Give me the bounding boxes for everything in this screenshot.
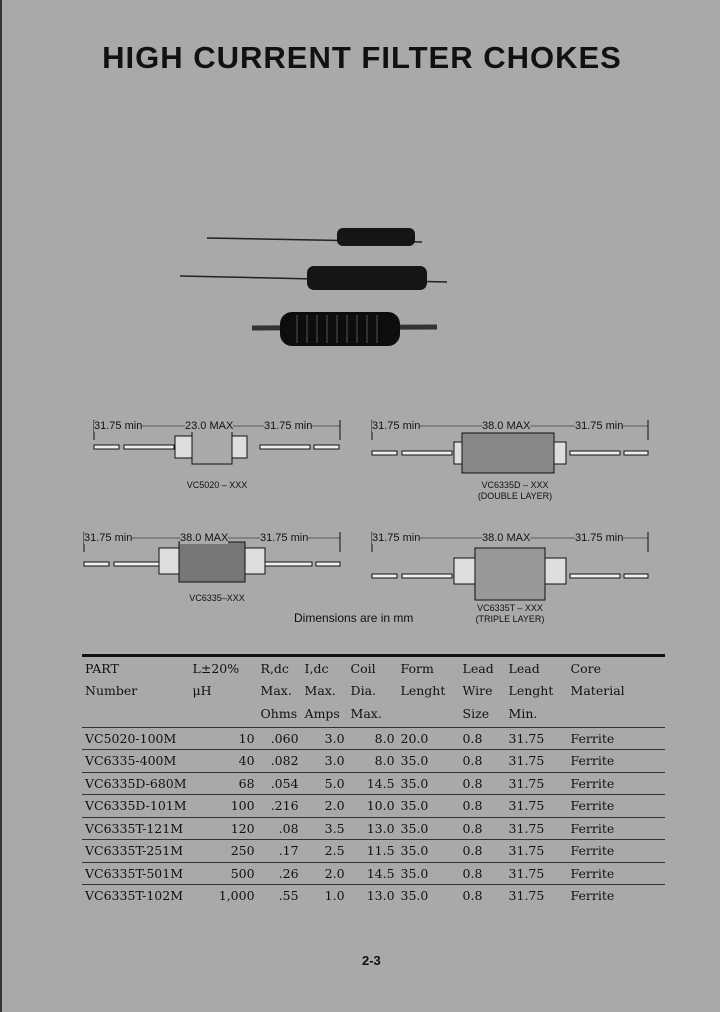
left-dimension: 31.75 min bbox=[84, 532, 133, 544]
dimensions-note: Dimensions are in mm bbox=[294, 611, 414, 625]
table-cell: 100 bbox=[190, 795, 258, 818]
product-photo bbox=[172, 220, 452, 350]
header-row bbox=[82, 656, 665, 680]
table-cell: 0.8 bbox=[460, 862, 506, 885]
table-cell: 35.0 bbox=[398, 840, 460, 863]
table-row bbox=[82, 750, 665, 773]
column-header: Lenght bbox=[400, 683, 446, 699]
table-cell: 0.8 bbox=[460, 817, 506, 840]
table-cell: 500 bbox=[190, 862, 258, 885]
table-cell: VC6335D-101M bbox=[82, 795, 190, 818]
table-row bbox=[82, 727, 665, 750]
table-cell: 35.0 bbox=[398, 795, 460, 818]
table-cell: .08 bbox=[258, 817, 302, 840]
column-header: L±20% bbox=[192, 660, 240, 676]
header-row bbox=[82, 680, 665, 703]
table-cell: Ferrite bbox=[568, 750, 665, 773]
table-cell: 13.0 bbox=[348, 817, 398, 840]
column-header: I,dc bbox=[304, 660, 329, 676]
table-cell: 13.0 bbox=[348, 885, 398, 907]
column-header: Max. bbox=[260, 683, 292, 699]
table-cell: 0.8 bbox=[460, 885, 506, 907]
table-cell: Ferrite bbox=[568, 885, 665, 907]
table-cell: .216 bbox=[258, 795, 302, 818]
table-cell: Ferrite bbox=[568, 795, 665, 818]
diagram-label: VC6335D – XXX bbox=[481, 480, 549, 490]
right-dimension: 31.75 min bbox=[575, 420, 624, 432]
table-cell: 31.75 bbox=[506, 727, 568, 750]
table-cell: 35.0 bbox=[398, 772, 460, 795]
table-cell: 35.0 bbox=[398, 817, 460, 840]
table-cell: 40 bbox=[190, 750, 258, 773]
table-row bbox=[82, 862, 665, 885]
table-cell: 10 bbox=[190, 727, 258, 750]
table-cell: 120 bbox=[190, 817, 258, 840]
column-header: Dia. bbox=[350, 683, 376, 699]
column-header: Max. bbox=[304, 683, 336, 699]
page-title: HIGH CURRENT FILTER CHOKES bbox=[102, 40, 622, 75]
diagram-label: VC5020 – XXX bbox=[186, 480, 248, 490]
table-cell: .082 bbox=[258, 750, 302, 773]
table-row bbox=[82, 885, 665, 907]
diagram-sublabel: (DOUBLE LAYER) bbox=[477, 491, 553, 501]
table-cell: 0.8 bbox=[460, 795, 506, 818]
table-cell: VC6335T-121M bbox=[82, 817, 190, 840]
column-header bbox=[190, 702, 258, 727]
right-dimension: 31.75 min bbox=[575, 532, 624, 544]
table-cell: 2.0 bbox=[302, 795, 348, 818]
column-header: Core bbox=[570, 660, 602, 676]
table-cell: 1.0 bbox=[302, 885, 348, 907]
table-cell: VC6335T-251M bbox=[82, 840, 190, 863]
column-header: Coil bbox=[350, 660, 376, 676]
diagram-vc5020 bbox=[92, 418, 344, 498]
column-header: Number bbox=[85, 683, 138, 699]
right-dimension: 31.75 min bbox=[260, 532, 309, 544]
column-header: Lead bbox=[462, 660, 494, 676]
center-dimension: 38.0 MAX bbox=[482, 420, 531, 432]
table-cell: 14.5 bbox=[348, 862, 398, 885]
left-dimension: 31.75 min bbox=[372, 420, 421, 432]
table-cell: Ferrite bbox=[568, 772, 665, 795]
table-cell: 14.5 bbox=[348, 772, 398, 795]
column-header: Lead bbox=[508, 660, 540, 676]
choke-large bbox=[280, 312, 400, 346]
table-cell: 11.5 bbox=[348, 840, 398, 863]
table-cell: 35.0 bbox=[398, 862, 460, 885]
table-cell: Ferrite bbox=[568, 840, 665, 863]
table-cell: .26 bbox=[258, 862, 302, 885]
table-cell: 1,000 bbox=[190, 885, 258, 907]
table-row bbox=[82, 772, 665, 795]
column-header bbox=[568, 702, 665, 727]
table-cell: 31.75 bbox=[506, 750, 568, 773]
table-cell: 2.0 bbox=[302, 862, 348, 885]
table-cell: 31.75 bbox=[506, 772, 568, 795]
table-cell: 5.0 bbox=[302, 772, 348, 795]
table-cell: .060 bbox=[258, 727, 302, 750]
table-cell: 0.8 bbox=[460, 840, 506, 863]
column-header: Min. bbox=[508, 705, 538, 721]
table-cell: .054 bbox=[258, 772, 302, 795]
table-cell: 31.75 bbox=[506, 817, 568, 840]
table-cell: 31.75 bbox=[506, 840, 568, 863]
table-cell: 3.5 bbox=[302, 817, 348, 840]
column-header: μH bbox=[192, 683, 212, 699]
column-header: Lenght bbox=[508, 683, 554, 699]
column-header: Material bbox=[570, 683, 625, 699]
table-cell: 0.8 bbox=[460, 772, 506, 795]
table-cell: 31.75 bbox=[506, 885, 568, 907]
diagram-vc6335d bbox=[370, 418, 652, 506]
table-cell: Ferrite bbox=[568, 862, 665, 885]
table-cell: 8.0 bbox=[348, 750, 398, 773]
table-cell: VC6335-400M bbox=[82, 750, 190, 773]
left-dimension: 31.75 min bbox=[94, 420, 143, 432]
table-cell: VC6335T-501M bbox=[82, 862, 190, 885]
table-cell: 31.75 bbox=[506, 862, 568, 885]
table-cell: 0.8 bbox=[460, 727, 506, 750]
table-cell: 35.0 bbox=[398, 885, 460, 907]
table-cell: Ferrite bbox=[568, 817, 665, 840]
column-header: Max. bbox=[350, 705, 382, 721]
table-row bbox=[82, 795, 665, 818]
center-dimension: 38.0 MAX bbox=[180, 532, 229, 544]
table-cell: .55 bbox=[258, 885, 302, 907]
right-dimension: 31.75 min bbox=[264, 420, 313, 432]
table-cell: 31.75 bbox=[506, 795, 568, 818]
column-header: R,dc bbox=[260, 660, 289, 676]
table-row bbox=[82, 840, 665, 863]
table-cell: 250 bbox=[190, 840, 258, 863]
table-cell: 3.0 bbox=[302, 727, 348, 750]
table-cell: 68 bbox=[190, 772, 258, 795]
table-cell: Ferrite bbox=[568, 727, 665, 750]
diagram-sublabel: (TRIPLE LAYER) bbox=[475, 614, 545, 624]
center-dimension: 38.0 MAX bbox=[482, 532, 531, 544]
column-header: Size bbox=[462, 705, 490, 721]
choke-small bbox=[337, 228, 415, 246]
choke-medium bbox=[307, 266, 427, 290]
table-cell: VC6335D-680M bbox=[82, 772, 190, 795]
table-row bbox=[82, 817, 665, 840]
diagram-label: VC6335–XXX bbox=[189, 593, 245, 603]
spec-table bbox=[82, 654, 665, 907]
table-cell: 20.0 bbox=[398, 727, 460, 750]
table-cell: 3.0 bbox=[302, 750, 348, 773]
column-header: PART bbox=[85, 660, 119, 676]
center-dimension: 23.0 MAX bbox=[185, 420, 234, 432]
diagram-label: VC6335T – XXX bbox=[477, 603, 543, 613]
table-cell: 2.5 bbox=[302, 840, 348, 863]
column-header: Amps bbox=[304, 705, 340, 721]
table-cell: VC5020-100M bbox=[82, 727, 190, 750]
column-header bbox=[398, 702, 460, 727]
table-cell: 8.0 bbox=[348, 727, 398, 750]
table-cell: .17 bbox=[258, 840, 302, 863]
diagram-vc6335 bbox=[82, 530, 344, 606]
page-number: 2-3 bbox=[362, 953, 381, 968]
column-header: Ohms bbox=[260, 705, 298, 721]
table-cell: 35.0 bbox=[398, 750, 460, 773]
table-cell: VC6335T-102M bbox=[82, 885, 190, 907]
table-cell: 10.0 bbox=[348, 795, 398, 818]
column-header: Wire bbox=[462, 683, 493, 699]
column-header: Form bbox=[400, 660, 434, 676]
table-cell: 0.8 bbox=[460, 750, 506, 773]
left-dimension: 31.75 min bbox=[372, 532, 421, 544]
header-row bbox=[82, 702, 665, 727]
column-header bbox=[82, 702, 190, 727]
